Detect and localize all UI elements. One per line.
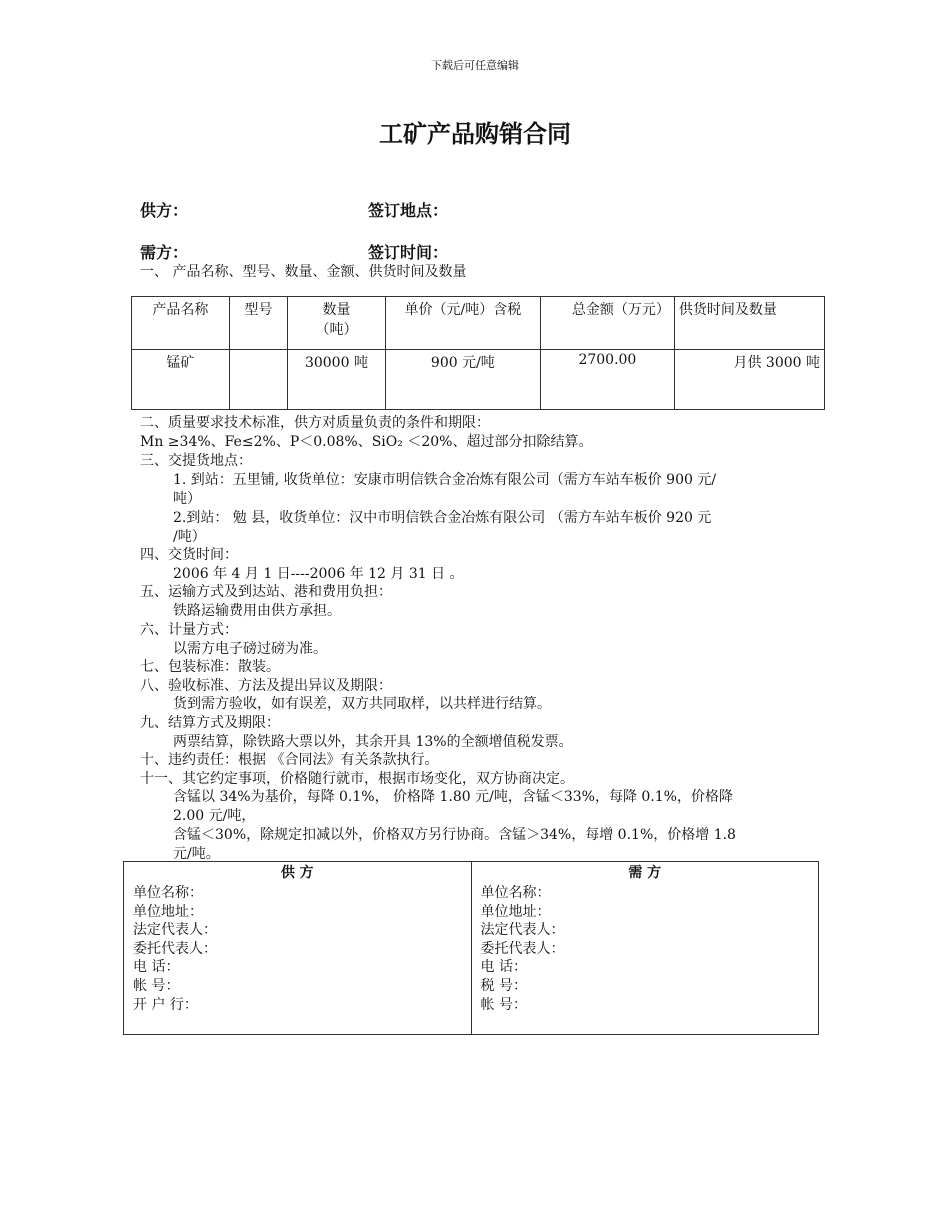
section-9-heading: 九、结算方式及期限：: [140, 715, 280, 731]
cell-unit-price: 900 元/吨: [385, 350, 540, 410]
section-5-heading: 五、运输方式及到达站、港和费用负担：: [140, 584, 392, 600]
buyer-phone: 电 话：: [480, 959, 527, 976]
buyer-column: [471, 862, 819, 1035]
section-6-detail: 以需方电子磅过磅为准。: [173, 641, 327, 657]
section-5-detail: 铁路运输费用由供方承担。: [173, 603, 341, 619]
section-6-heading: 六、计量方式：: [140, 622, 238, 638]
supplier-entrusted-rep: 委托代表人：: [133, 940, 217, 957]
buyer-unit-address: 单位地址：: [480, 903, 551, 920]
section-2-heading: 二、质量要求技术标准，供方对质量负责的条件和期限：: [140, 415, 490, 431]
header-quantity-label: 数量: [322, 302, 351, 318]
section-11-detail-1-cont: 2.00 元/吨，: [173, 808, 256, 824]
buyer-entrusted-rep: 委托代表人：: [480, 940, 565, 957]
section-11-detail-1: 含锰以 34%为基价，每降 0.1%， 价格降 1.80 元/吨，含锰＜33%，每降 0.1%，价格降: [173, 789, 733, 805]
supplier-legal-rep: 法定代表人：: [133, 922, 217, 939]
signing-place-label: 签订地点：: [368, 201, 449, 220]
buyer-unit-name: 单位名称：: [480, 885, 551, 901]
signing-time-label: 签订时间：: [368, 243, 449, 262]
section-2-detail: Mn ≥34%、Fe≤2%、P＜0.08%、SiO₂ ＜20%、超过部分扣除结算。: [140, 434, 593, 450]
header-total-amount: 总金额（万元）: [540, 297, 674, 350]
header-quantity-unit: （吨）: [315, 322, 358, 338]
supplier-unit-address: 单位地址：: [133, 903, 203, 920]
section-3-item-2-cont: /吨）: [173, 529, 206, 545]
header-quantity: [288, 297, 386, 350]
cell-supply-time: 月供 3000 吨: [674, 350, 824, 410]
buyer-account: 帐 号：: [480, 996, 527, 1013]
supplier-label: 供方：: [140, 201, 189, 220]
supplier-account: 帐 号：: [133, 977, 180, 994]
header-supply-time: 供货时间及数量: [674, 297, 824, 350]
section-8-heading: 八、验收标准、方法及提出异议及期限：: [140, 678, 392, 694]
supplier-bank: 开 户 行：: [133, 996, 198, 1013]
header-model: 型号: [229, 297, 287, 350]
product-table-header-row: [132, 297, 825, 350]
section-3-item-1: 1. 到站：五里铺, 收货单位：安康市明信铁合金冶炼有限公司（需方车站车板价 900 元/: [173, 472, 717, 488]
party-signature-table: [123, 861, 819, 1035]
section-4-detail: 2006 年 4 月 1 日----2006 年 12 月 31 日 。: [173, 566, 464, 582]
supplier-header: 供 方: [280, 865, 314, 881]
buyer-tax-number: 税 号：: [480, 977, 527, 994]
header-product-name: 产品名称: [132, 297, 230, 350]
section-10: 十、违约责任：根据 《合同法》有关条款执行。: [140, 752, 439, 768]
buyer-label: 需方：: [140, 243, 189, 262]
section-11-heading: 十一、其它约定事项，价格随行就市，根据市场变化，双方协商决定。: [140, 771, 574, 787]
supplier-phone: 电 话：: [133, 959, 180, 976]
document-title: 工矿产品购销合同: [379, 120, 571, 148]
product-table: [131, 296, 825, 410]
buyer-header: 需 方: [628, 865, 662, 881]
cell-product-name: 锰矿: [132, 350, 230, 410]
section-1-heading: 一、 产品名称、型号、数量、金额、供货时间及数量: [140, 264, 467, 280]
supplier-column: [124, 862, 472, 1035]
section-11-detail-2-cont: 元/吨。: [173, 846, 220, 862]
cell-model: [229, 350, 287, 410]
section-3-item-2: 2.到站： 勉 县，收货单位：汉中市明信铁合金冶炼有限公司 （需方车站车板价 920 元: [173, 510, 712, 526]
section-4-heading: 四、交货时间：: [140, 547, 238, 563]
section-7: 七、包装标准：散装。: [140, 659, 280, 675]
table-row: [132, 350, 825, 410]
supplier-unit-name: 单位名称：: [133, 885, 203, 901]
section-3-heading: 三、交提货地点：: [140, 453, 252, 469]
header-note: 下载后可任意编辑: [431, 59, 519, 72]
buyer-legal-rep: 法定代表人：: [480, 922, 565, 939]
section-3-item-1-cont: 吨）: [173, 491, 201, 507]
header-unit-price: 单价（元/吨）含税: [385, 297, 540, 350]
section-11-detail-2: 含锰＜30%，除规定扣减以外，价格双方另行协商。含锰＞34%，每增 0.1%，价格增 1.8: [173, 827, 736, 843]
section-8-detail: 货到需方验收，如有误差，双方共同取样，以共样进行结算。: [173, 696, 551, 712]
cell-quantity: 30000 吨: [288, 350, 386, 410]
cell-total-amount: 2700.00: [540, 350, 674, 410]
section-9-detail: 两票结算，除铁路大票以外，其余开具 13%的全额增值税发票。: [173, 734, 573, 750]
